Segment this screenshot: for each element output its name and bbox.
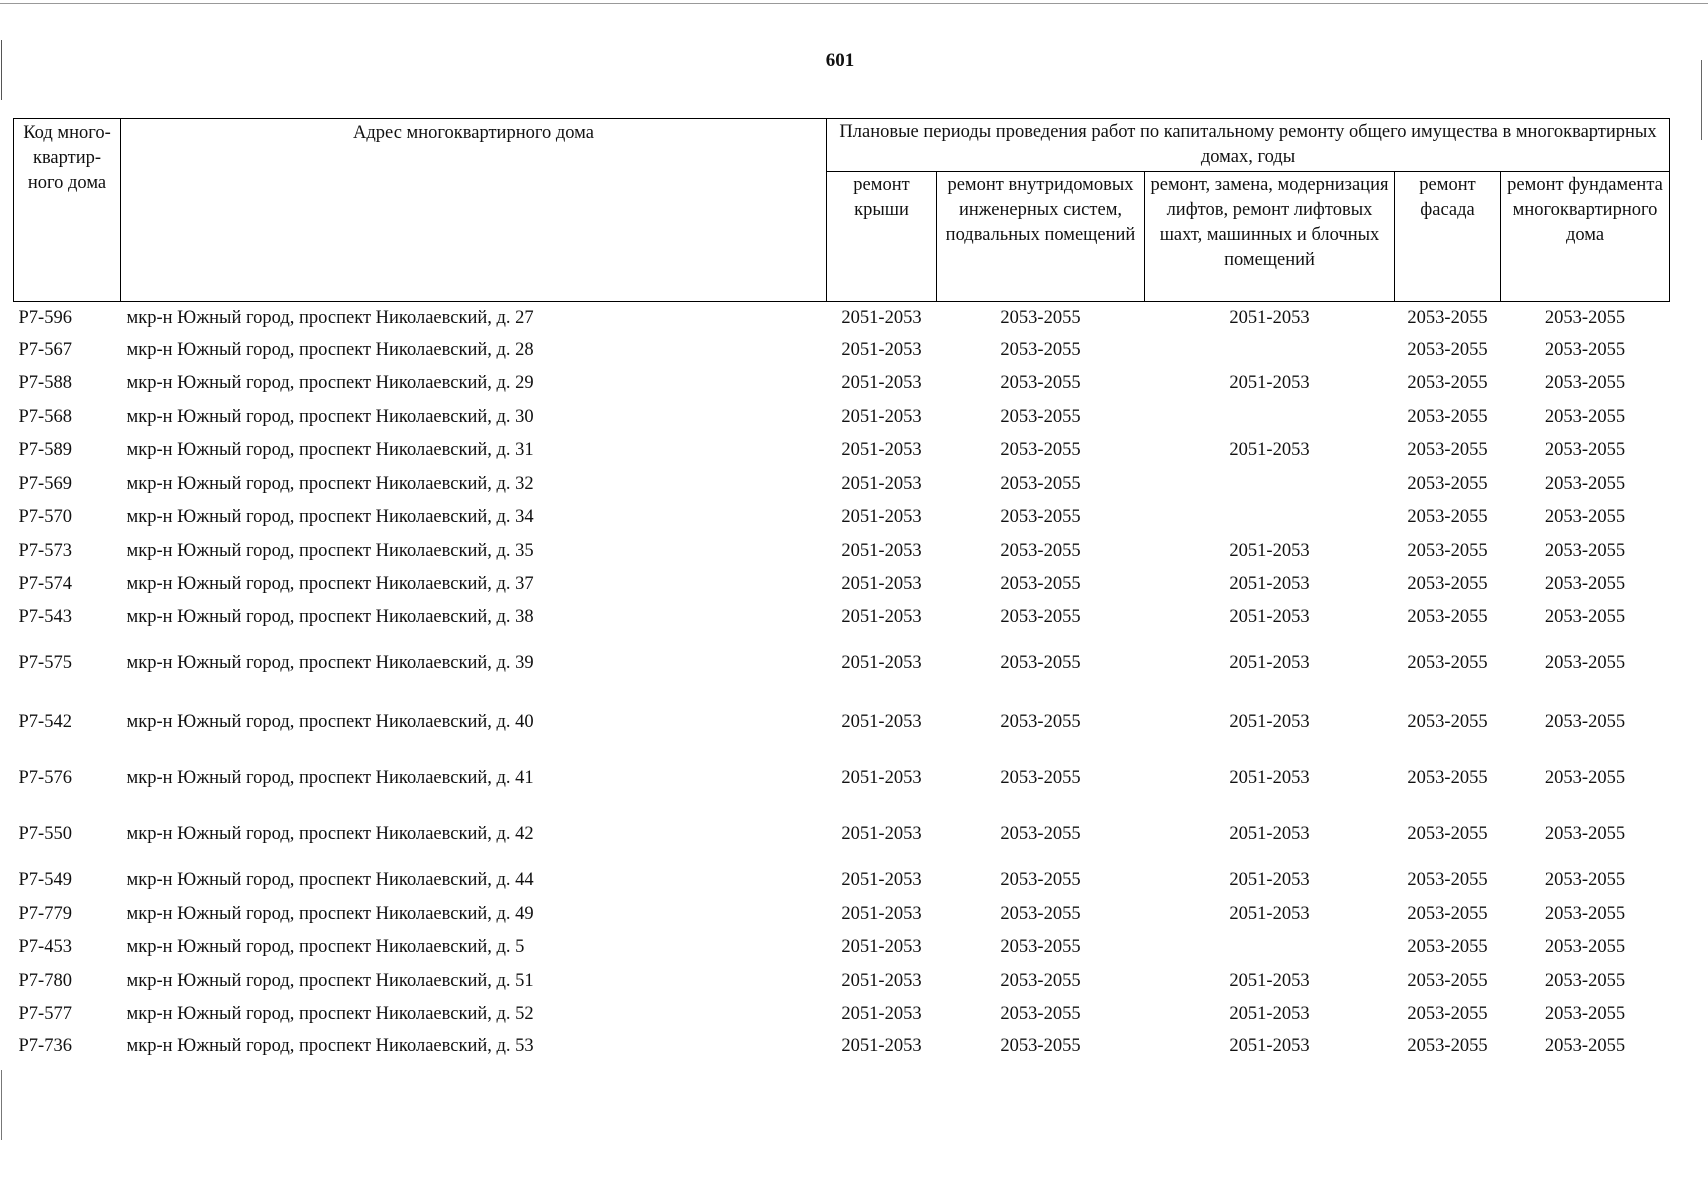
cell-lifts: 2051-2053 [1229,970,1310,991]
header-address: Адрес многоквартирного дома [121,119,827,302]
cell-roof: 2051-2053 [841,540,922,561]
cell-code: Р7-596 [18,308,72,329]
cell-facade: 2053-2055 [1407,1004,1488,1024]
table-row [14,1031,1670,1064]
cell-code: Р7-542 [18,711,72,732]
table-row [14,964,1670,998]
header-foundation: ремонт фундамента многоквартирного дома [1501,172,1670,302]
cell-lifts [1145,400,1395,434]
cell-facade: 2053-2055 [1407,574,1488,594]
cell-code: Р7-589 [18,440,72,460]
cell-address: мкр-н Южный город, проспект Николаевский, д. 41 [126,768,534,788]
table-row [14,534,1670,568]
cell-systems: 2053-2055 [1000,540,1081,561]
cell-address: мкр-н Южный город, проспект Николаевский, д. 34 [126,507,534,527]
cell-roof: 2051-2053 [841,824,922,844]
cell-address: мкр-н Южный город, проспект Николаевский, д. 37 [126,574,534,594]
cell-facade: 2053-2055 [1407,711,1488,732]
cell-lifts [1145,333,1395,367]
cell-foundation: 2053-2055 [1544,339,1626,360]
cell-lifts: 2051-2053 [1229,711,1310,732]
cell-systems: 2053-2055 [1000,652,1081,673]
table-row [14,302,1670,333]
cell-facade: 2053-2055 [1407,308,1488,329]
cell-facade: 2053-2055 [1407,937,1488,957]
cell-facade: 2053-2055 [1407,440,1488,460]
cell-foundation: 2053-2055 [1544,937,1626,957]
cell-facade: 2053-2055 [1407,970,1488,991]
cell-foundation: 2053-2055 [1544,903,1626,924]
page-number: 601 [825,50,855,71]
cell-code: Р7-736 [18,1036,72,1056]
cell-facade: 2053-2055 [1407,373,1488,393]
cell-lifts: 2051-2053 [1229,824,1310,844]
header-code: Код много-квартир-ного дома [14,119,121,302]
table-row [14,931,1670,964]
cell-address: мкр-н Южный город, проспект Николаевский, д. 5 [126,937,525,957]
cell-foundation: 2053-2055 [1544,607,1626,627]
cell-systems: 2053-2055 [1000,711,1081,732]
cell-facade: 2053-2055 [1407,473,1488,494]
cell-lifts: 2051-2053 [1229,440,1310,460]
cell-facade: 2053-2055 [1407,339,1488,360]
table-row [14,897,1670,931]
cell-systems: 2053-2055 [1000,339,1081,360]
cell-roof: 2051-2053 [841,1004,922,1024]
cell-roof: 2051-2053 [841,937,922,957]
table-row [14,333,1670,367]
cell-code: Р7-567 [18,339,72,360]
cell-facade: 2053-2055 [1407,824,1488,844]
table-row [14,692,1670,752]
cell-systems: 2053-2055 [1000,768,1081,788]
cell-lifts: 2051-2053 [1229,607,1310,627]
cell-code: Р7-549 [18,870,72,890]
cell-address: мкр-н Южный город, проспект Николаевский, д. 39 [126,652,534,673]
cell-address: мкр-н Южный город, проспект Николаевский, д. 29 [126,373,534,393]
table-row [14,501,1670,534]
cell-lifts [1145,501,1395,534]
cell-code: Р7-570 [18,507,72,527]
cell-foundation: 2053-2055 [1544,507,1626,527]
cell-address: мкр-н Южный город, проспект Николаевский, д. 40 [126,711,534,732]
cell-roof: 2051-2053 [841,652,922,673]
cell-facade: 2053-2055 [1407,540,1488,561]
table-row [14,752,1670,805]
cell-code: Р7-577 [18,1004,72,1024]
cell-code: Р7-576 [18,768,72,788]
cell-code: Р7-568 [18,406,72,427]
cell-lifts: 2051-2053 [1229,652,1310,673]
cell-code: Р7-588 [18,373,72,393]
table-row [14,805,1670,864]
header-periods-group: Плановые периоды проведения работ по капитальному ремонту общего имущества в многоквартирных домах, годы [827,119,1670,172]
cell-roof: 2051-2053 [841,768,922,788]
cell-address: мкр-н Южный город, проспект Николаевский, д. 38 [126,607,534,627]
cell-roof: 2051-2053 [841,473,922,494]
cell-systems: 2053-2055 [1000,473,1081,494]
cell-lifts: 2051-2053 [1229,870,1310,890]
cell-foundation: 2053-2055 [1544,824,1626,844]
table-body [14,302,1670,1064]
cell-address: мкр-н Южный город, проспект Николаевский, д. 31 [126,440,534,460]
cell-foundation: 2053-2055 [1544,574,1626,594]
cell-facade: 2053-2055 [1407,768,1488,788]
cell-roof: 2051-2053 [841,870,922,890]
cell-roof: 2051-2053 [841,406,922,427]
cell-code: Р7-573 [18,540,72,561]
cell-roof: 2051-2053 [841,308,922,329]
cell-address: мкр-н Южный город, проспект Николаевский, д. 30 [126,406,534,427]
cell-facade: 2053-2055 [1407,406,1488,427]
cell-systems: 2053-2055 [1000,574,1081,594]
cell-roof: 2051-2053 [841,903,922,924]
header-facade: ремонт фасада [1395,172,1501,302]
cell-lifts: 2051-2053 [1229,308,1310,329]
cell-foundation: 2053-2055 [1544,768,1626,788]
cell-code: Р7-780 [18,970,72,991]
cell-facade: 2053-2055 [1407,1036,1488,1056]
table-row [14,864,1670,897]
cell-address: мкр-н Южный город, проспект Николаевский, д. 44 [126,870,534,890]
cell-address: мкр-н Южный город, проспект Николаевский, д. 42 [126,824,534,844]
cell-lifts: 2051-2053 [1229,373,1310,393]
cell-roof: 2051-2053 [841,440,922,460]
cell-address: мкр-н Южный город, проспект Николаевский, д. 32 [126,473,534,494]
table-row [14,367,1670,400]
table-row [14,467,1670,501]
cell-address: мкр-н Южный город, проспект Николаевский, д. 28 [126,339,534,360]
table-row [14,400,1670,434]
left-border-line [1,40,2,100]
table-row [14,568,1670,601]
top-border-line [0,3,1708,4]
cell-lifts: 2051-2053 [1229,540,1310,561]
repair-schedule-table [13,118,1670,1064]
cell-systems: 2053-2055 [1000,903,1081,924]
cell-foundation: 2053-2055 [1544,1036,1626,1056]
cell-lifts [1145,467,1395,501]
cell-foundation: 2053-2055 [1544,711,1626,732]
cell-facade: 2053-2055 [1407,652,1488,673]
cell-roof: 2051-2053 [841,373,922,393]
cell-foundation: 2053-2055 [1544,1004,1626,1024]
cell-roof: 2051-2053 [841,1036,922,1056]
cell-foundation: 2053-2055 [1544,440,1626,460]
cell-systems: 2053-2055 [1000,607,1081,627]
cell-foundation: 2053-2055 [1544,540,1626,561]
cell-foundation: 2053-2055 [1544,406,1626,427]
cell-foundation: 2053-2055 [1544,308,1626,329]
cell-code: Р7-550 [18,824,72,844]
cell-address: мкр-н Южный город, проспект Николаевский, д. 27 [126,308,534,329]
cell-systems: 2053-2055 [1000,970,1081,991]
cell-foundation: 2053-2055 [1544,870,1626,890]
cell-systems: 2053-2055 [1000,373,1081,393]
cell-foundation: 2053-2055 [1544,652,1626,673]
right-border-line [1701,60,1702,140]
cell-foundation: 2053-2055 [1544,473,1626,494]
header-roof: ремонт крыши [827,172,937,302]
cell-systems: 2053-2055 [1000,1036,1081,1056]
cell-systems: 2053-2055 [1000,308,1081,329]
cell-code: Р7-574 [18,574,72,594]
cell-systems: 2053-2055 [1000,440,1081,460]
cell-systems: 2053-2055 [1000,824,1081,844]
cell-code: Р7-543 [18,607,72,627]
cell-facade: 2053-2055 [1407,507,1488,527]
cell-systems: 2053-2055 [1000,870,1081,890]
cell-facade: 2053-2055 [1407,903,1488,924]
cell-code: Р7-779 [18,903,72,924]
cell-roof: 2051-2053 [841,607,922,627]
cell-roof: 2051-2053 [841,574,922,594]
cell-foundation: 2053-2055 [1544,373,1626,393]
table-row [14,634,1670,692]
cell-address: мкр-н Южный город, проспект Николаевский, д. 35 [126,540,534,561]
cell-systems: 2053-2055 [1000,1004,1081,1024]
cell-facade: 2053-2055 [1407,870,1488,890]
cell-roof: 2051-2053 [841,507,922,527]
cell-systems: 2053-2055 [1000,937,1081,957]
header-lifts: ремонт, замена, модернизация лифтов, ремонт лифтовых шахт, машинных и блочных помещений [1145,172,1395,302]
header-systems: ремонт внутридомовых инженерных систем, подвальных помещений [937,172,1145,302]
cell-lifts: 2051-2053 [1229,768,1310,788]
cell-address: мкр-н Южный город, проспект Николаевский, д. 51 [126,970,534,991]
cell-address: мкр-н Южный город, проспект Николаевский, д. 53 [126,1036,534,1056]
cell-roof: 2051-2053 [841,970,922,991]
cell-roof: 2051-2053 [841,711,922,732]
table-row [14,434,1670,467]
cell-systems: 2053-2055 [1000,406,1081,427]
cell-lifts: 2051-2053 [1229,903,1310,924]
cell-foundation: 2053-2055 [1544,970,1626,991]
table-row [14,998,1670,1031]
cell-address: мкр-н Южный город, проспект Николаевский, д. 52 [126,1004,534,1024]
cell-code: Р7-453 [18,937,72,957]
cell-roof: 2051-2053 [841,339,922,360]
cell-code: Р7-575 [18,652,72,673]
cell-lifts: 2051-2053 [1229,1004,1310,1024]
cell-address: мкр-н Южный город, проспект Николаевский, д. 49 [126,903,534,924]
table-row [14,601,1670,634]
cell-lifts: 2051-2053 [1229,574,1310,594]
cell-lifts [1145,931,1395,964]
cell-code: Р7-569 [18,473,72,494]
cell-facade: 2053-2055 [1407,607,1488,627]
cell-systems: 2053-2055 [1000,507,1081,527]
left-border-line-lower [1,1070,2,1140]
cell-lifts: 2051-2053 [1229,1036,1310,1056]
